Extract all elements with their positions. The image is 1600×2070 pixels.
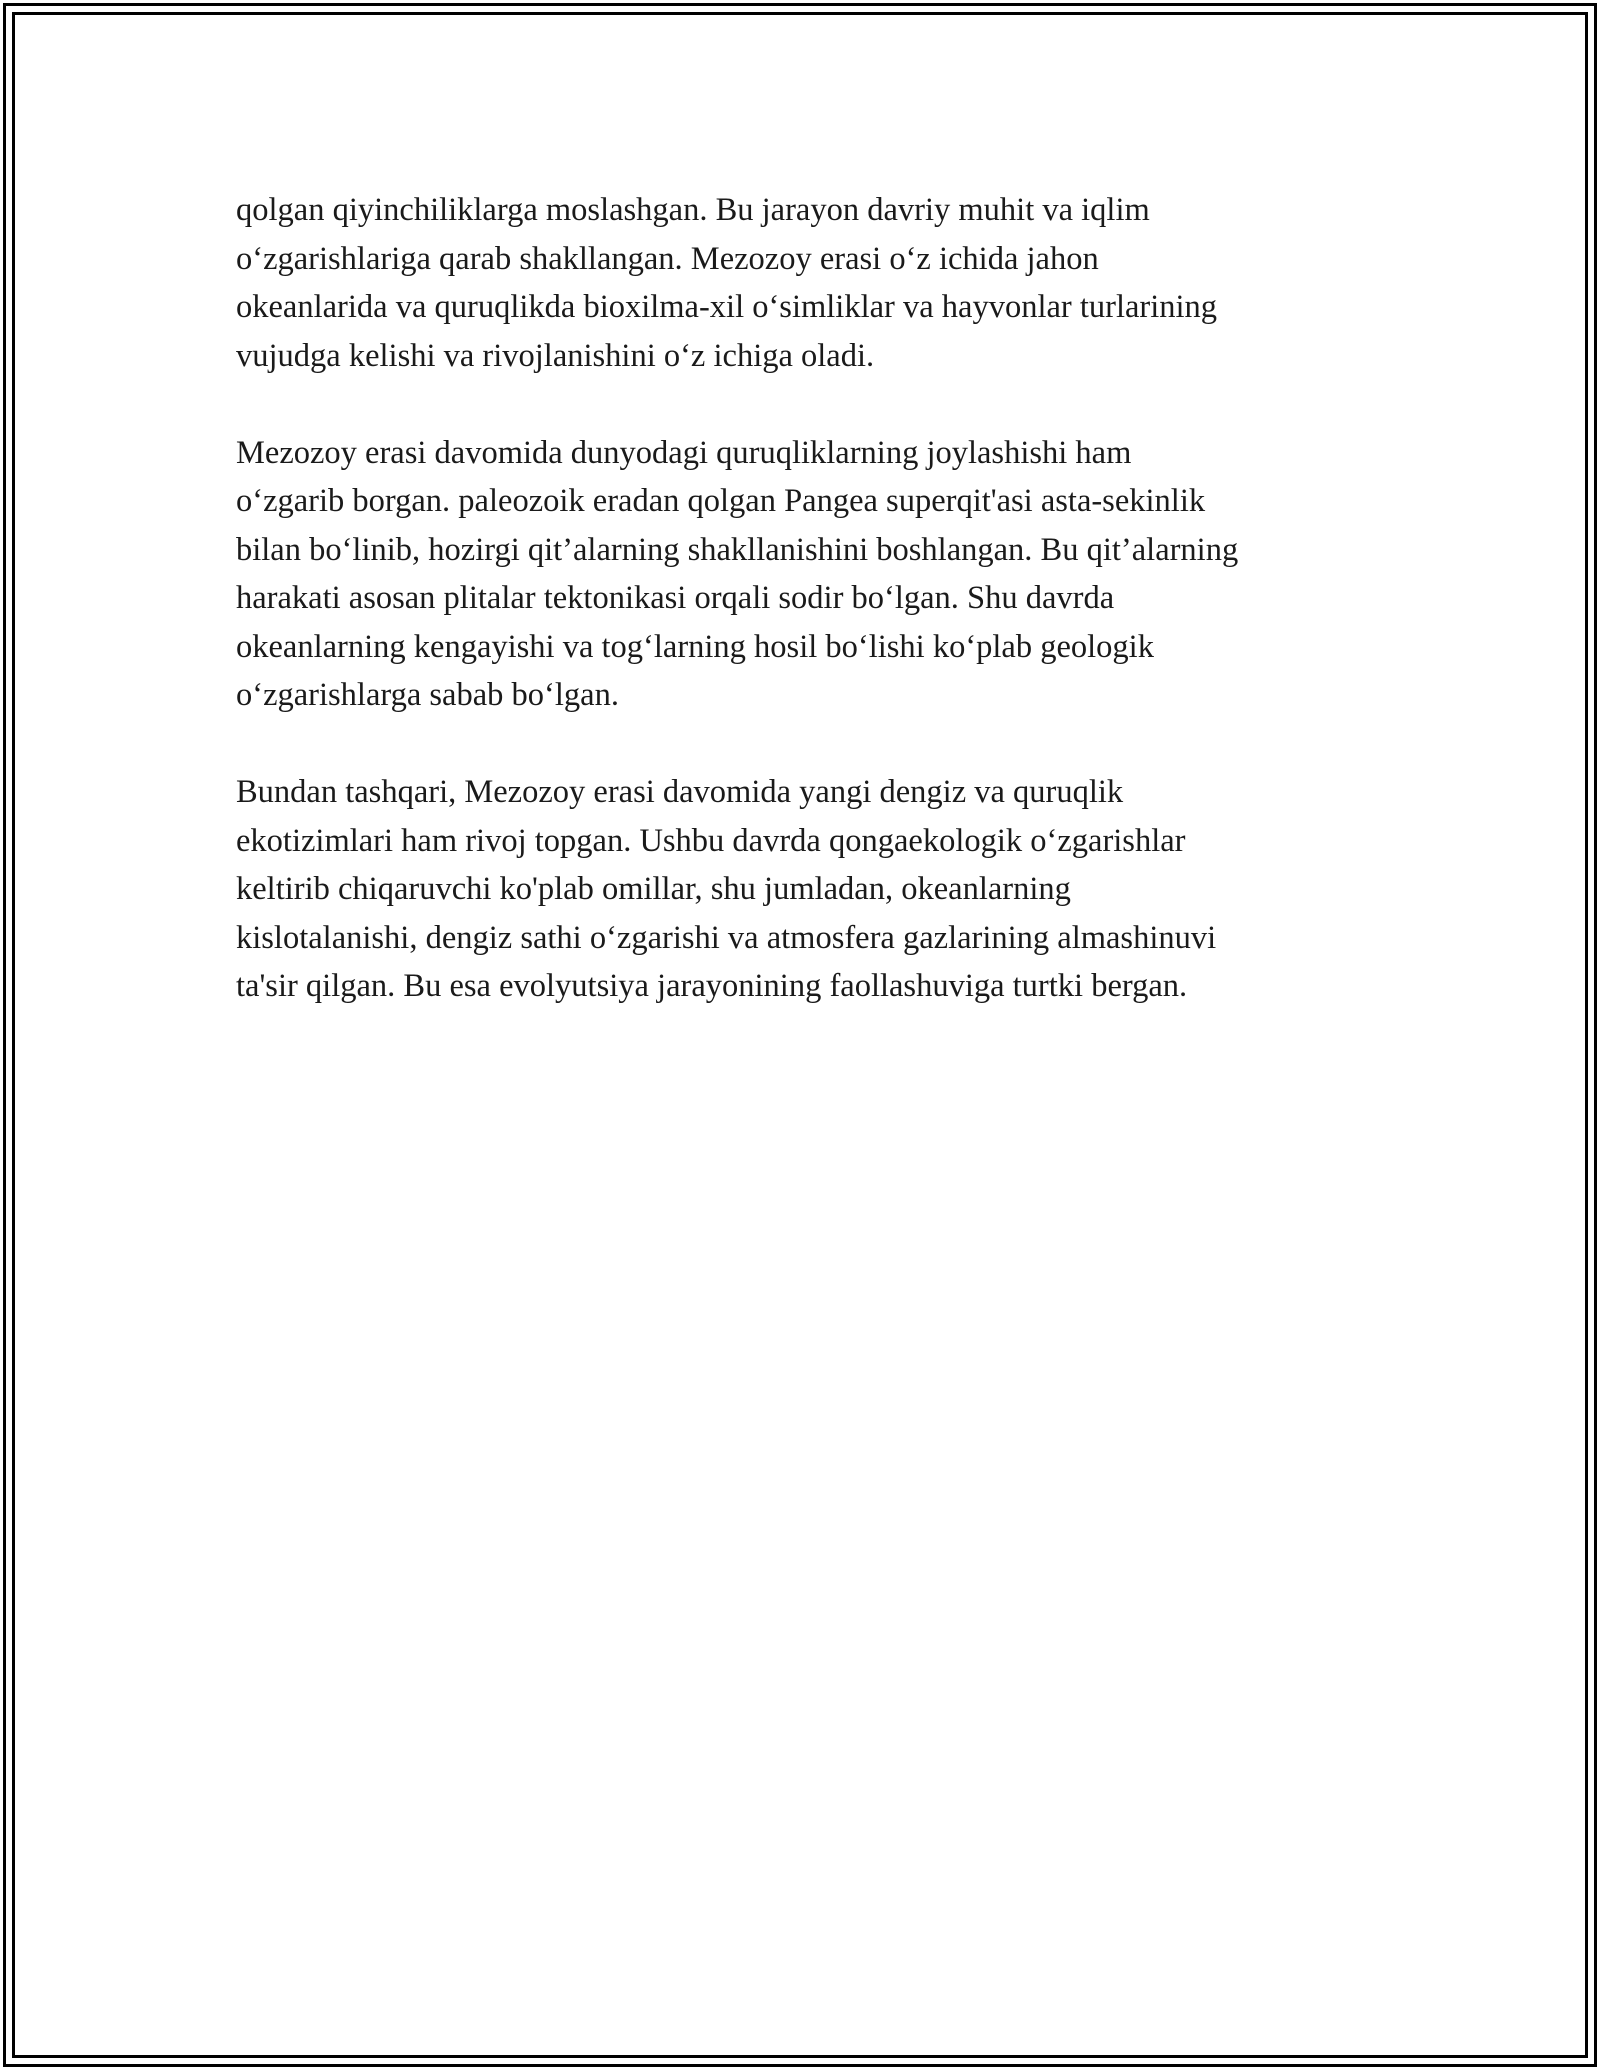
text-line: kislotalanishi, dengiz sathi o‘zgarishi va atmosfera gazlarining almashinuvi [236, 919, 1217, 956]
text-line: vujudga kelishi va rivojlanishini o‘z ichiga oladi. [236, 337, 875, 374]
paragraph-1 [236, 186, 1381, 380]
text-line: bilan bo‘linib, hozirgi qit’alarning shakllanishini boshlangan. Bu qit’alarning [236, 531, 1239, 568]
paragraph-2 [236, 429, 1381, 720]
text-line: qolgan qiyinchiliklarga moslashgan. Bu jarayon davriy muhit va iqlim [236, 192, 1150, 228]
text-line: o‘zgarishlariga qarab shakllangan. Mezozoy erasi o‘z ichida jahon [236, 240, 1099, 277]
text-line: ekotizimlari ham rivoj topgan. Ushbu davrda qongaekologik o‘zgarishlar [236, 822, 1186, 859]
text-line: Mezozoy erasi davomida dunyodagi quruqliklarning joylashishi ham [236, 434, 1132, 471]
text-line: Bundan tashqari, Mezozoy erasi davomida yangi dengiz va quruqlik [236, 774, 1124, 810]
text-line: okeanlarning kengayishi va tog‘larning hosil bo‘lishi ko‘plab geologik [236, 628, 1154, 665]
text-line: keltirib chiqaruvchi ko'plab omillar, shu jumladan, okeanlarning [236, 871, 1071, 907]
text-line: o‘zgarishlarga sabab bo‘lgan. [236, 677, 619, 713]
text-line: o‘zgarib borgan. paleozoik eradan qolgan Pangea superqit'asi asta-sekinlik [236, 483, 1206, 519]
text-line: okeanlarida va quruqlikda bioxilma-xil o‘simliklar va hayvonlar turlarining [236, 289, 1218, 325]
text-line: harakati asosan plitalar tektonikasi orqali sodir bo‘lgan. Shu davrda [236, 580, 1115, 616]
paragraph-3 [236, 768, 1381, 1011]
document-body [236, 186, 1381, 1059]
text-line: ta'sir qilgan. Bu esa evolyutsiya jarayonining faollashuviga turtki bergan. [236, 968, 1188, 1004]
